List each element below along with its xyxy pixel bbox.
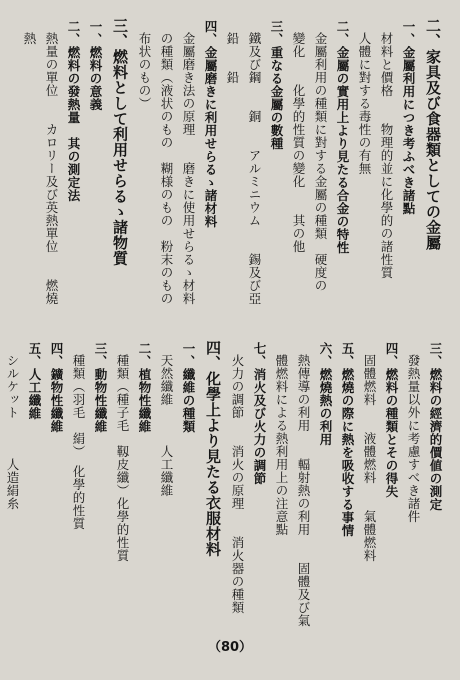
page-number: （80） (207, 640, 253, 655)
topic-line: 發熱量以外に考慮すべき諸件 (406, 354, 421, 523)
topic-line: 鉛 鉛 (225, 32, 240, 84)
topic-line: 種類（羽毛 絹） 化學的性質 (71, 354, 86, 530)
chapter-heading: 四、化學上より見たる衣服材料 (204, 340, 222, 557)
topic-line: 金屬磨き法の原理 磨きに使用せらるゝ材料 (181, 32, 196, 305)
section-heading: 一、燃料の意義 (88, 20, 103, 111)
section-heading: 六、燃燒熱の利用 (318, 342, 333, 446)
topic-line: 金屬利用の種類に對する金屬の種類 硬度の (313, 32, 328, 292)
section-heading: 一、金屬利用につき考ふべき諸點 (401, 20, 416, 215)
section-heading: 四、燃料の種類とその得失 (384, 342, 399, 498)
topic-line: 種類（種子毛 靱皮纖）化學的性質 (115, 354, 130, 562)
section-heading: 三、重なる金屬の數種 (269, 20, 284, 150)
topic-line: 固體燃料 液體燃料 氣體燃料 (362, 354, 377, 562)
topic-line: 變化 化學的性質の變化 其の他 (291, 32, 306, 253)
topic-line: 熱量の單位 カロリー及び英熱單位 燃燒 (44, 32, 59, 305)
topic-line: 鐵及び鋼 銅 アルミニウム 錫及び亞 (247, 32, 262, 305)
section-heading: 三、動物性纖維 (93, 342, 108, 433)
chapter-heading: 二、家具及び食器類としての金屬 (424, 18, 442, 251)
topic-line: 材料と價格 物理的並に化學的の諸性質 (379, 32, 394, 279)
section-heading: 一、纖維の種類 (181, 342, 196, 433)
section-heading: 二、金屬の實用上より見たる合金の特性 (335, 20, 350, 254)
section-heading: 四、鑛物性纖維 (49, 342, 64, 433)
topic-line: シルケット 人造絹糸 (5, 354, 20, 510)
topic-line: 火力の調節 消火の原理 消火器の種類 (230, 354, 245, 614)
chapter-heading: 三、燃料として利用せらるゝ諸物質 (111, 18, 129, 266)
topic-line: 熱 (22, 32, 37, 45)
section-heading: 七、消火及び火力の調節 (252, 342, 267, 485)
top-section (18, 18, 446, 310)
section-heading: 二、植物性纖維 (137, 342, 152, 433)
section-heading: 四、金屬磨きに利用せらるゝ諸材料 (203, 20, 218, 228)
topic-line: 布状のもの） (137, 32, 152, 110)
topic-line: 天然纖維 人工纖維 (159, 354, 174, 497)
section-heading: 五、燃燒の際に熱を吸收する事情 (340, 342, 355, 537)
section-heading: 二、燃料の發熱量 其の測定法 (66, 20, 81, 202)
section-heading: 五、人工纖維 (27, 342, 42, 420)
topic-line: 熱傳導の利用 輻射熱の利用 固體及び氣 (296, 354, 311, 627)
topic-line: の種類（液状のもの 糊様のもの 粉末のもの (159, 32, 174, 305)
section-heading: 三、燃料の經濟的價値の測定 (428, 342, 443, 511)
topic-line: 體燃料による熱利用上の注意點 (274, 354, 289, 536)
bottom-section (1, 340, 446, 632)
topic-line: 人體に對する毒性の有無 (357, 32, 372, 175)
